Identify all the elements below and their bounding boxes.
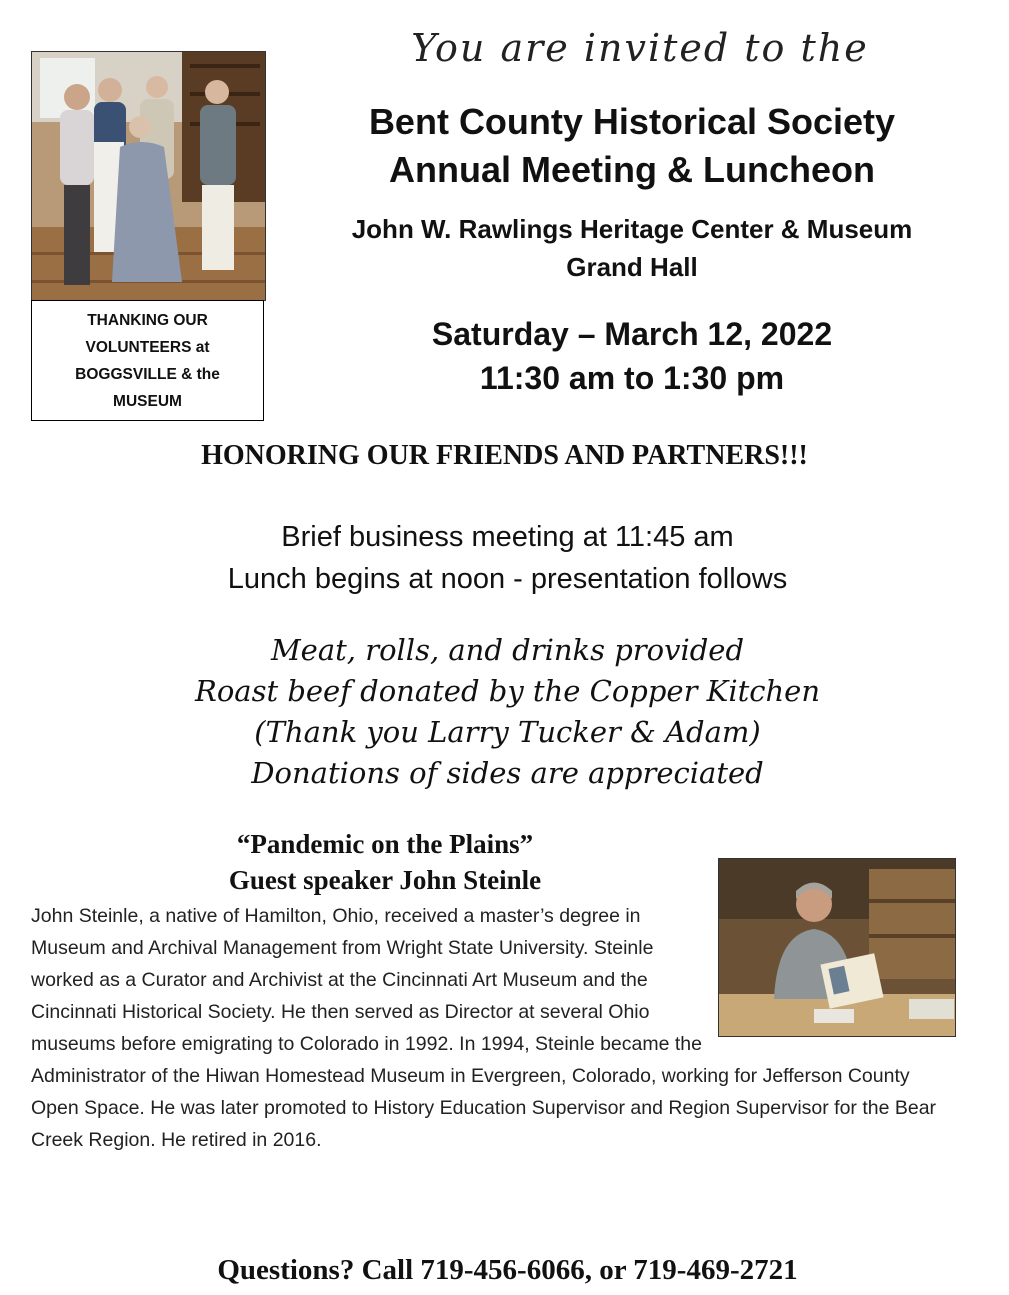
caption-line: MUSEUM (113, 392, 182, 410)
food-line4: Donations of sides are appreciated (251, 756, 764, 790)
date-line: Saturday – March 12, 2022 (431, 316, 833, 352)
venue-line1: John W. Rawlings Heritage Center & Museum (351, 214, 913, 244)
honoring-heading: HONORING OUR FRIENDS AND PARTNERS!!! (201, 440, 808, 471)
event-title (300, 98, 964, 194)
speaker-bio-section (31, 900, 956, 1156)
time-line: 11:30 am to 1:30 pm (479, 360, 785, 396)
event-title-line1: Bent County Historical Society (368, 101, 896, 142)
schedule-line1: Brief business meeting at 11:45 am (281, 521, 734, 553)
food-line1: Meat, rolls, and drinks provided (270, 633, 745, 667)
talk-heading (100, 826, 670, 898)
guest-speaker: Guest speaker John Steinle (228, 865, 542, 895)
questions-contact: Questions? Call 719-456-6066, or 719-469-2721 (217, 1254, 798, 1286)
speaker-photo (718, 858, 956, 1037)
caption-line: THANKING OUR (87, 311, 208, 329)
venue-line2: Grand Hall (566, 252, 698, 282)
volunteers-photo (31, 51, 266, 301)
schedule-line2: Lunch begins at noon - presentation follows (227, 563, 788, 595)
venue (300, 210, 964, 286)
speaker-bio: John Steinle, a native of Hamilton, Ohio, received a master’s degree in Museum and Archival Management from Wright State University. Steinle worked as a Curator and Archivist at the Cincinnati Art Museum and the Cincinnati Historical Society. He then served as Director at several Ohio museums before emigrating to Colorado in 1992. In 1994, Steinle became the Administrator of the Hiwan Homestead Museum in Evergreen, Colorado, working for Jefferson County Open Space. He was later promoted to History Education Supervisor and Region Supervisor for the Bear Creek Region. He retired in 2016. (31, 905, 937, 1151)
caption-line: VOLUNTEERS at (85, 338, 210, 356)
talk-title: “Pandemic on the Plains” (236, 829, 534, 859)
event-date (300, 312, 964, 400)
food-line3: (Thank you Larry Tucker & Adam) (254, 715, 761, 749)
volunteers-caption (31, 300, 264, 421)
schedule (0, 516, 1009, 600)
caption-line: BOGGSVILLE & the (75, 365, 220, 383)
event-title-line2: Annual Meeting & Luncheon (389, 149, 875, 190)
food-notes (0, 630, 1009, 794)
food-line2: Roast beef donated by the Copper Kitchen (194, 674, 820, 708)
invitation-heading: You are invited to the (411, 26, 869, 70)
